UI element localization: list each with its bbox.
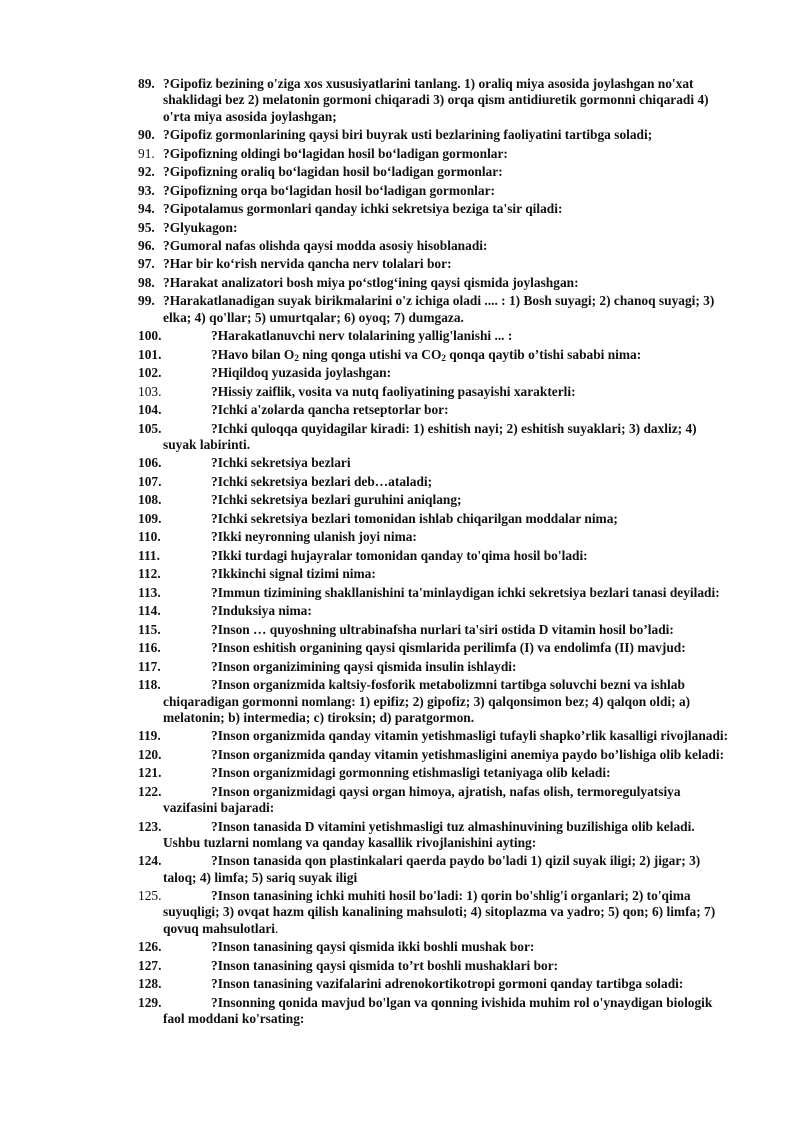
question-text: ?Gipofizning oraliq bo‘lagidan hosil bo‘ladigan gormonlar: (163, 164, 503, 180)
question-text: ?Inson tanasida D vitamini yetishmasligi tuz almashinuvining buzilishiga olib keladi. Ushbu tuzlarni nomlang va qanday kasallik rivojlanishini ayting: (163, 818, 695, 850)
question-text: ?Ichki sekretsiya bezlari guruhini aniqlang; (211, 492, 462, 508)
question-text: ?Immun tizimining shakllanishini ta'minlaydigan ichki sekretsiya bezlari tanasi deyiladi: (211, 584, 720, 600)
question-number: 111. (138, 547, 160, 563)
question-item (0, 853, 800, 886)
question-text: ?Ichki sekretsiya bezlari (211, 455, 351, 471)
question-text: ?Harakatlanadigan suyak birikmalarini o'z ichiga oladi .... : 1) Bosh suyagi; 2) chanoq suyagi; 3) elka; 4) qo'llar; 5) umurtqalar; 6) oyoq; 7) dumgaza. (163, 293, 715, 325)
question-text: ?Insonning qonida mavjud bo'lgan va qonning ivishida muhim rol o'ynaydigan biologik faol moddani ko'rsating: (163, 994, 713, 1026)
question-number: 127. (138, 957, 162, 973)
question-number: 91. (138, 145, 155, 161)
question-item (0, 365, 800, 381)
question-number: 89. (138, 76, 155, 91)
question-text: ?Ikki neyronning ulanish joyi nima: (211, 529, 417, 545)
question-text: ?Inson organizmidagi gormonning etishmasligi tetaniyaga olib keladi: (211, 765, 611, 781)
question-number: 125. (138, 888, 162, 904)
question-item (0, 939, 800, 955)
question-item (0, 747, 800, 763)
question-number: 108. (138, 492, 162, 508)
question-item (0, 603, 800, 619)
question-number: 94. (138, 201, 155, 217)
question-text: ?Inson tanasining qaysi qismida to’rt boshli mushaklari bor: (211, 957, 559, 973)
question-text: ?Gipofizning orqa bo‘lagidan hosil bo‘ladigan gormonlar: (163, 182, 495, 198)
question-number: 107. (138, 473, 162, 489)
question-text: ?Ichki sekretsiya bezlari tomonidan ishlab chiqarilgan moddalar nima; (211, 510, 618, 526)
question-text: ?Inson organizmida qanday vitamin yetishmasligini anemiya paydo bo’lishiga olib keladi: (211, 746, 725, 762)
question-text: ?Inson eshitish organining qaysi qismlarida perilimfa (I) va endolimfa (II) mavjud: (211, 640, 686, 656)
question-item (0, 474, 800, 490)
question-text: ?Gipofiz gormonlarining qaysi biri buyrak usti bezlarining faoliyatini tartibga soladi; (163, 127, 653, 143)
question-item (0, 677, 800, 726)
question-item (0, 995, 800, 1028)
question-item (0, 958, 800, 974)
question-item (0, 888, 800, 937)
question-number: 96. (138, 237, 155, 253)
question-number: 102. (138, 365, 162, 381)
question-item (0, 819, 800, 852)
question-text: ?Gipotalamus gormonlari qanday ichki sekretsiya beziga ta'sir qiladi: (163, 201, 563, 217)
question-number: 121. (138, 765, 162, 781)
question-item (0, 201, 800, 217)
question-number: 118. (138, 677, 161, 693)
question-item (0, 622, 800, 638)
question-number: 98. (138, 274, 155, 290)
question-number: 115. (138, 621, 161, 637)
question-item (0, 76, 800, 125)
question-item (0, 347, 800, 363)
question-text: ?Harakat analizatori bosh miya po‘stlog‘ining qaysi qismida joylashgan: (163, 274, 579, 290)
question-number: 116. (138, 640, 161, 656)
question-item (0, 585, 800, 601)
question-number: 119. (138, 728, 161, 744)
question-text: ?Havo bilan $O_2$ ning qonga utishi va $CO_2$ qonqa qaytib o’tishi sababi nima: (211, 346, 642, 363)
question-number: 120. (138, 746, 162, 762)
question-number: 92. (138, 164, 155, 180)
question-text: ?Inson organizmidagi qaysi organ himoya, ajratish, nafas olish, termoregulyatsiya vazifasini bajaradi: (163, 783, 681, 816)
question-number: 128. (138, 976, 162, 992)
question-number: 110. (138, 529, 161, 545)
question-item (0, 566, 800, 582)
question-number: 114. (138, 603, 161, 619)
question-text: ?Ichki quloqqa quyidagilar kiradi: 1) eshitish nayi; 2) eshitish suyaklari; 3) daxliz; 4) suyak labirinti. (163, 420, 697, 452)
question-text: ?Harakatlanuvchi nerv tolalarining yallig'lanishi ... : (211, 328, 513, 344)
question-item (0, 492, 800, 508)
question-number: 117. (138, 658, 161, 674)
question-item (0, 529, 800, 545)
question-number: 101. (138, 346, 162, 362)
question-item (0, 238, 800, 254)
question-number: 113. (138, 584, 161, 600)
question-text: ?Inson tanasining ichki muhiti hosil bo'ladi: 1) qorin bo'shlig'i organlari; 2) to'qima suyuqligi; 3) ovqat hazm qilish kanalining mahsuloti; 4) sitoplazma va yadro; 5) qon; 6) limfa; 7) qovuq mahsulotlari. (163, 888, 716, 936)
question-number: 112. (138, 566, 161, 582)
question-text: ?Glyukagon: (163, 219, 238, 235)
question-text: ?Ichki a'zolarda qancha retseptorlar bor: (211, 402, 449, 418)
question-item (0, 421, 800, 454)
question-item (0, 183, 800, 199)
question-number: 124. (138, 853, 162, 869)
question-number: 105. (138, 420, 162, 436)
question-text: ?Ikkinchi signal tizimi nima: (211, 566, 376, 582)
question-text: ?Har bir ko‘rish nervida qancha nerv tolalari bor: (163, 256, 452, 272)
question-item (0, 640, 800, 656)
question-text: ?Ichki sekretsiya bezlari deb…ataladi; (211, 473, 433, 489)
question-item (0, 402, 800, 418)
question-text: ?Gumoral nafas olishda qaysi modda asosiy hisoblanadi: (163, 237, 488, 253)
question-number: 126. (138, 939, 162, 955)
question-number: 122. (138, 783, 162, 799)
question-number: 123. (138, 818, 162, 834)
question-text: ?Ikki turdagi hujayralar tomonidan qanday to'qima hosil bo'ladi: (211, 547, 588, 563)
question-number: 103. (138, 383, 162, 399)
question-number: 95. (138, 219, 155, 235)
question-item (0, 765, 800, 781)
question-text: ?Inson tanasining qaysi qismida ikki boshli mushak bor: (211, 939, 535, 955)
question-item (0, 164, 800, 180)
question-number: 100. (138, 328, 162, 344)
question-item (0, 127, 800, 143)
question-item (0, 784, 800, 817)
question-number: 97. (138, 256, 155, 272)
question-item (0, 548, 800, 564)
question-text: ?Inson … quyoshning ultrabinafsha nurlari ta'siri ostida D vitamin hosil bo’ladi: (211, 621, 674, 637)
question-number: 104. (138, 402, 162, 418)
question-number: 90. (138, 127, 155, 143)
question-text: ?Hiqildoq yuzasida joylashgan: (211, 365, 392, 381)
question-item (0, 728, 800, 744)
question-text: ?Inson tanasining vazifalarini adrenokortikotropi gormoni qanday tartibga soladi: (211, 976, 684, 992)
question-item (0, 384, 800, 400)
question-number: 93. (138, 182, 155, 198)
question-item (0, 659, 800, 675)
question-text: ?Gipofiz bezining o'ziga xos xususiyatlarini tanlang. 1) oraliq miya asosida joylashgan no'xat shaklidagi bez 2) melatonin gormoni chiqaradi 3) orqa qism antidiuretik gormonni chiqaradi 4) o'rta miya asosida joylashgan; (163, 76, 709, 124)
question-text: ?Gipofizning oldingi bo‘lagidan hosil bo‘ladigan gormonlar: (163, 145, 508, 161)
question-text: ?Induksiya nima: (211, 603, 312, 619)
question-number: 109. (138, 510, 162, 526)
question-text: ?Inson tanasida qon plastinkalari qaerda paydo bo'ladi 1) qizil suyak iligi; 2) jigar; 3) taloq; 4) limfa; 5) sariq suyak iligi (163, 853, 701, 885)
question-number: 129. (138, 994, 162, 1010)
question-text: ?Inson organizimining qaysi qismida insulin ishlaydi: (211, 658, 517, 674)
question-item (0, 328, 800, 344)
question-number: 99. (138, 293, 155, 309)
question-text: ?Inson organizmida qanday vitamin yetishmasligi tufayli shapko’rlik kasalligi rivojlanadi: (211, 728, 729, 744)
question-item (0, 511, 800, 527)
question-item (0, 220, 800, 236)
question-item (0, 146, 800, 162)
question-item (0, 976, 800, 992)
question-text: ?Hissiy zaiflik, vosita va nutq faoliyatining pasayishi xarakterli: (211, 383, 576, 399)
question-list (0, 76, 800, 1029)
question-item (0, 256, 800, 272)
question-item (0, 275, 800, 291)
question-text: ?Inson organizmida kaltsiy-fosforik metabolizmni tartibga soluvchi bezni va ishlab chiqaradigan gormonni nomlang: 1) epifiz; 2) gipofiz; 3) qalqonsimon bez; 4) qalqon oldi; a) melatonin; b) intermedia; c) tiroksin; d) paratgormon. (163, 677, 691, 725)
question-item (0, 455, 800, 471)
question-item (0, 293, 800, 326)
question-number: 106. (138, 455, 162, 471)
